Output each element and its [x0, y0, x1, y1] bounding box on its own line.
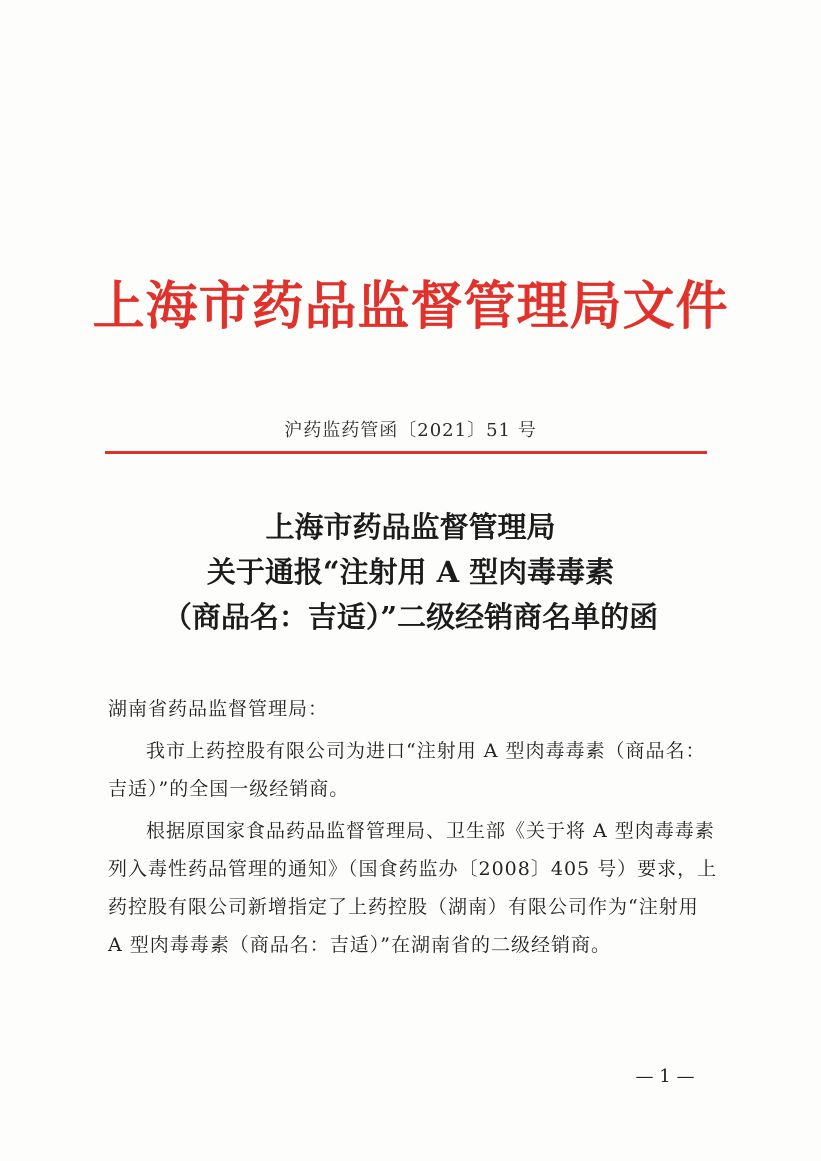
- red-divider-line: [105, 451, 707, 454]
- body-paragraph-2: 根据原国家食品药品监督管理局、卫生部《关于将 A 型肉毒毒素列入毒性药品管理的通知》（国食药监办〔2008〕405 号）要求，上药控股有限公司新增指定了上药控股（湖南）有限公司作为“注射用 A 型肉毒毒素（商品名：吉适）”在湖南省的二级经销商。: [108, 820, 718, 956]
- body-paragraph-1: 我市上药控股有限公司为进口“注射用 A 型肉毒毒素（商品名：吉适）”的全国一级经销商。: [108, 740, 706, 800]
- document-title: [0, 505, 821, 640]
- salutation: 湖南省药品监督管理局：: [108, 698, 329, 720]
- title-line-1: 上海市药品监督管理局: [265, 510, 556, 544]
- document-body: [108, 690, 718, 968]
- masthead-title: 上海市药品监督管理局文件: [92, 276, 729, 337]
- page-number: — 1 —: [635, 1066, 695, 1087]
- title-line-2: 关于通报“注射用 A 型肉毒毒素: [206, 555, 615, 589]
- title-line-3: （商品名：吉适）”二级经销商名单的函: [162, 600, 659, 634]
- document-number: 沪药监药管函〔2021〕51 号: [284, 420, 537, 441]
